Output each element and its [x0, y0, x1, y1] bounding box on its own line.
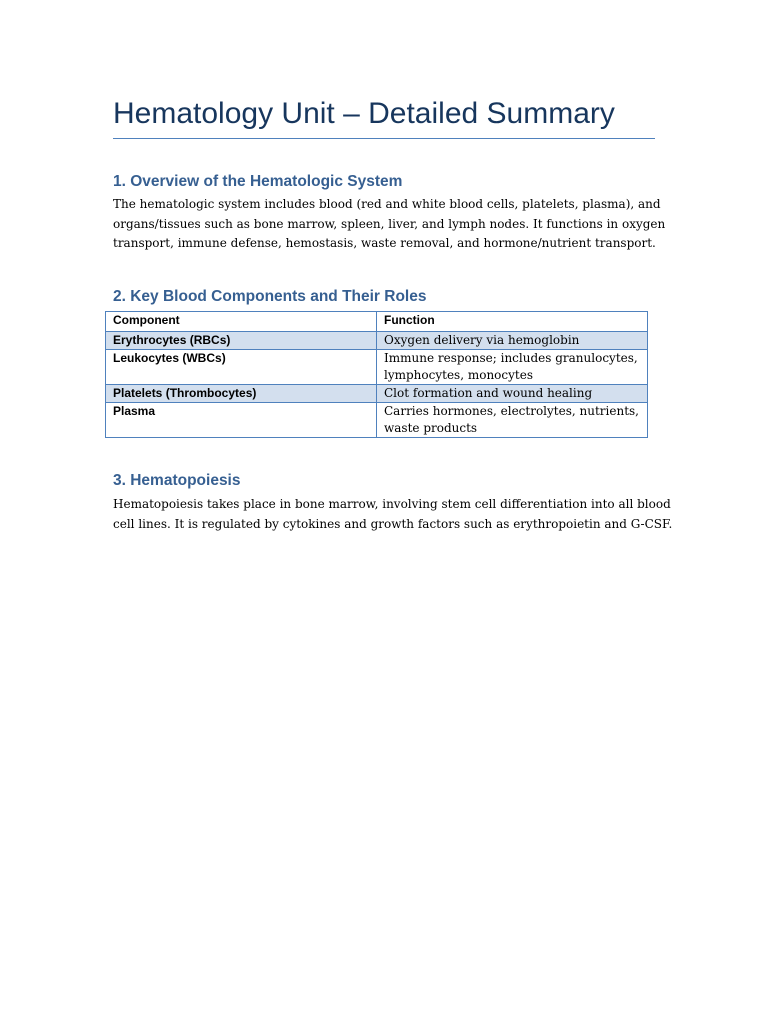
table-row	[106, 332, 648, 350]
section-1-heading: 1. Overview of the Hematologic System	[113, 173, 403, 190]
function-cell	[377, 403, 648, 438]
function-line: Immune response; includes granulocytes,	[384, 351, 638, 365]
component-cell: Plasma	[106, 403, 377, 438]
component-cell: Erythrocytes (RBCs)	[106, 332, 377, 350]
section-3-paragraph	[113, 495, 673, 534]
section-1-paragraph	[113, 195, 666, 254]
component-cell: Platelets (Thrombocytes)	[106, 385, 377, 403]
blood-components-table	[105, 311, 648, 438]
function-line: Clot formation and wound healing	[384, 386, 593, 400]
function-cell	[377, 385, 648, 403]
document-title: Hematology Unit – Detailed Summary	[113, 97, 615, 130]
function-line: waste products	[384, 421, 478, 435]
table-row	[106, 385, 648, 403]
function-line: lymphocytes, monocytes	[384, 368, 533, 382]
function-line: Carries hormones, electrolytes, nutrients,	[384, 404, 639, 418]
function-cell	[377, 332, 648, 350]
paragraph-line: The hematologic system includes blood (red and white blood cells, platelets, plasma), and	[113, 197, 661, 211]
function-line: Oxygen delivery via hemoglobin	[384, 333, 580, 347]
title-divider	[113, 138, 655, 139]
paragraph-line: organs/tissues such as bone marrow, spleen, liver, and lymph nodes. It functions in oxygen	[113, 216, 666, 231]
table-row	[106, 350, 648, 385]
section-3-heading: 3. Hematopoiesis	[113, 472, 241, 489]
column-header-function: Function	[377, 312, 648, 332]
column-header-component: Component	[106, 312, 377, 332]
paragraph-line: Hematopoiesis takes place in bone marrow, involving stem cell differentiation into all blood	[113, 497, 671, 511]
table-header-row	[106, 312, 648, 332]
function-cell	[377, 350, 648, 385]
table-row	[106, 403, 648, 438]
paragraph-line: transport, immune defense, hemostasis, waste removal, and hormone/nutrient transport.	[113, 236, 656, 250]
section-2-heading: 2. Key Blood Components and Their Roles	[113, 288, 427, 305]
paragraph-line: cell lines. It is regulated by cytokines and growth factors such as erythropoietin and G-CSF.	[113, 516, 673, 531]
component-cell: Leukocytes (WBCs)	[106, 350, 377, 385]
